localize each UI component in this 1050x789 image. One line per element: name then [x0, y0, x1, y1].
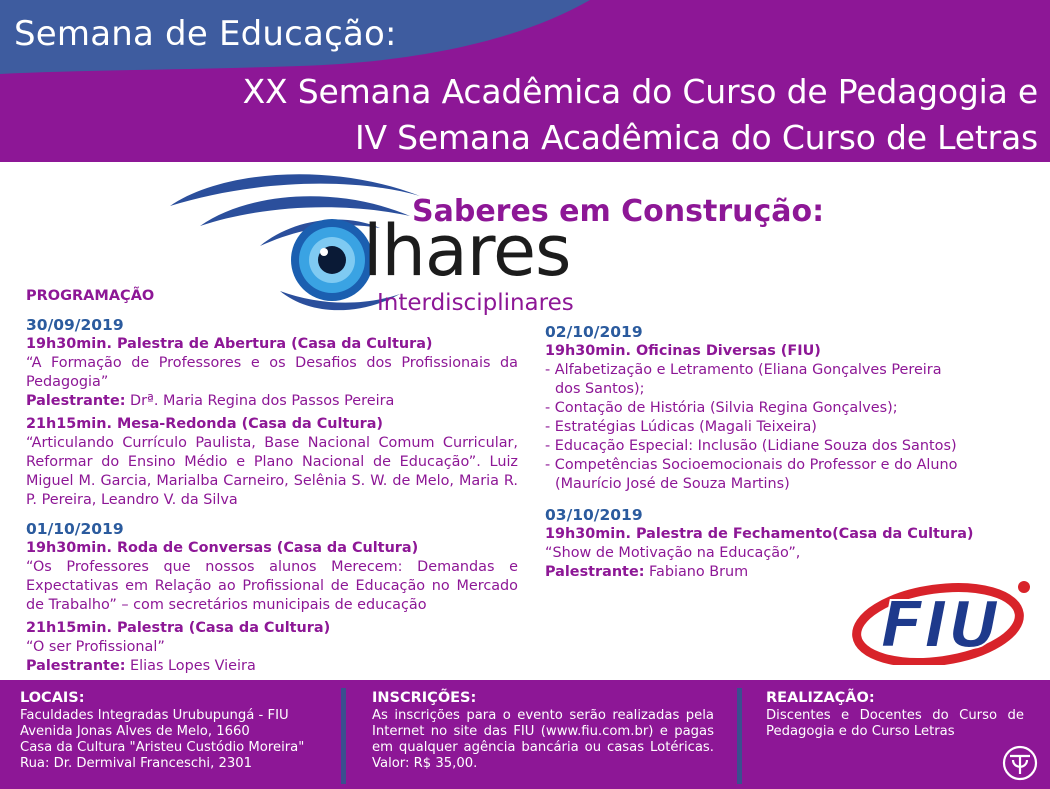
footer-divider — [737, 688, 742, 784]
locais-line: Faculdades Integradas Urubupungá - FIU — [20, 708, 289, 723]
locais-heading: LOCAIS: — [20, 690, 85, 706]
locais-line: Casa da Cultura "Aristeu Custódio Moreira" — [20, 740, 305, 755]
session-description: “Show de Motivação na Educação”, — [545, 545, 801, 561]
speaker-label: Palestrante: — [26, 658, 126, 674]
list-item — [545, 456, 1020, 494]
session-title: 21h15min. Mesa-Redonda (Casa da Cultura) — [26, 416, 383, 432]
session-item — [26, 415, 518, 510]
list-item — [545, 361, 1020, 399]
theme-title: Saberes em Construção: — [412, 194, 825, 229]
date-label: 30/09/2019 — [26, 316, 124, 334]
realizacao-text: Discentes e Docentes do Curso de Pedagogia e do Curso Letras — [766, 708, 1024, 739]
speaker-label: Palestrante: — [545, 564, 645, 580]
speaker-line — [26, 657, 518, 676]
session-description: “Os Professores que nossos alunos Merecem: Demandas e Expectativas em Relação ao Profissional de Educação no Mercado de Trabalho” – com secretários municipais de educação — [26, 559, 518, 613]
session-title: 19h30min. Palestra de Fechamento(Casa da Cultura) — [545, 526, 974, 542]
session-title: 19h30min. Oficinas Diversas (FIU) — [545, 343, 821, 359]
speaker-name: Fabiano Brum — [649, 564, 749, 580]
inscricoes-heading: INSCRIÇÕES: — [372, 690, 477, 706]
session-title: 21h15min. Palestra (Casa da Cultura) — [26, 620, 331, 636]
institution-emblem-icon — [1002, 745, 1038, 781]
workshop-line: - Competências Socioemocionais do Professor e do Aluno — [545, 457, 958, 473]
fiu-logo-text: FIU — [880, 589, 1000, 663]
footer-realizacao — [766, 690, 1024, 740]
header-kicker: Semana de Educação: — [14, 14, 397, 54]
workshop-line: - Contação de História (Silvia Regina Gonçalves); — [545, 400, 898, 416]
footer-locais — [20, 690, 340, 772]
session-title: 19h30min. Roda de Conversas (Casa da Cultura) — [26, 540, 419, 556]
session-item — [26, 539, 518, 615]
list-item — [545, 399, 1020, 418]
date-label: 03/10/2019 — [545, 506, 643, 524]
theme-subtitle: Interdisciplinares — [377, 290, 574, 316]
inscricoes-text: As inscrições para o evento serão realizadas pela Internet no site das FIU (www.fiu.com.br) e pagas em qualquer agência bancária ou casas Lotéricas. Valor: R$ 35,00. — [372, 708, 714, 771]
session-description: “O ser Profissional” — [26, 639, 165, 655]
realizacao-heading: REALIZAÇÃO: — [766, 690, 875, 706]
date-label: 01/10/2019 — [26, 520, 124, 538]
locais-line: Avenida Jonas Alves de Melo, 1660 — [20, 724, 250, 739]
speaker-name: Drª. Maria Regina dos Passos Pereira — [130, 393, 395, 409]
theme-word: lhares — [363, 210, 571, 292]
program-right-column — [545, 323, 1020, 582]
session-description: “A Formação de Professores e os Desafios dos Profissionais da Pedagogia” — [26, 355, 518, 390]
workshop-line: - Estratégias Lúdicas (Magali Teixeira) — [545, 419, 817, 435]
session-item — [26, 335, 518, 411]
speaker-line — [26, 392, 518, 411]
header-title-line-2: IV Semana Acadêmica do Curso de Letras — [354, 118, 1038, 157]
workshop-line-cont: dos Santos); — [555, 381, 645, 397]
footer-bar — [0, 680, 1050, 789]
workshop-line: - Alfabetização e Letramento (Eliana Gonçalves Pereira — [545, 362, 942, 378]
fiu-logo — [848, 577, 1038, 665]
footer-inscricoes — [372, 690, 714, 772]
session-item — [26, 619, 518, 676]
footer-divider — [341, 688, 346, 784]
header-title-line-1: XX Semana Acadêmica do Curso de Pedagogia e — [242, 72, 1038, 111]
workshop-line-cont: (Maurício José de Souza Martins) — [555, 476, 790, 492]
date-label: 02/10/2019 — [545, 323, 643, 341]
program-heading: PROGRAMAÇÃO — [26, 288, 155, 304]
speaker-label: Palestrante: — [26, 393, 126, 409]
speaker-name: Elias Lopes Vieira — [130, 658, 256, 674]
list-item — [545, 437, 1020, 456]
session-description: “Articulando Currículo Paulista, Base Nacional Comum Curricular, Reformar do Ensino Médio e Plano Nacional de Educação”. Luiz Miguel M. Garcia, Marialba Carneiro, Selênia S. W. de Melo, Maria R. P. Pereira, Leandro V. da Silva — [26, 435, 518, 508]
workshop-list — [545, 361, 1020, 494]
header-banner — [0, 0, 1050, 162]
workshop-line: - Educação Especial: Inclusão (Lidiane Souza dos Santos) — [545, 438, 957, 454]
locais-line: Rua: Dr. Dermival Franceschi, 2301 — [20, 756, 253, 771]
session-title: 19h30min. Palestra de Abertura (Casa da Cultura) — [26, 336, 433, 352]
program-left-column — [26, 287, 518, 680]
list-item — [545, 418, 1020, 437]
